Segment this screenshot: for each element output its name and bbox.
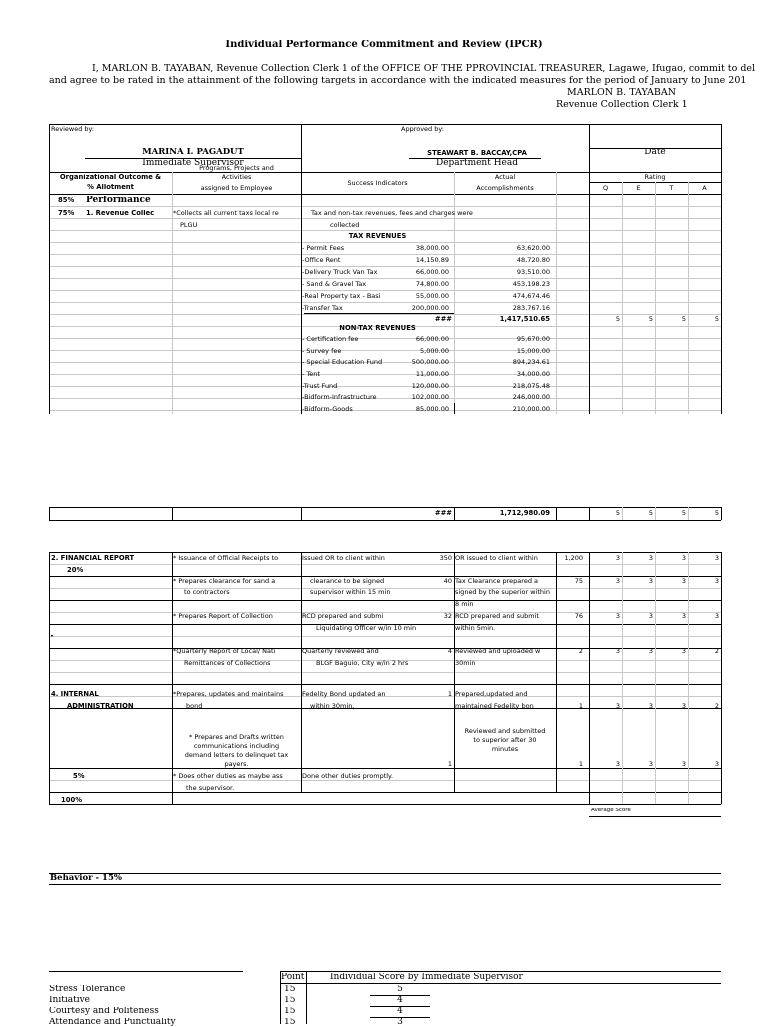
fin-accomplishment-num: 76 bbox=[574, 613, 583, 620]
tax-item-actual: 474,674.46 bbox=[512, 293, 550, 300]
tax-item-name: - Sand & Gravel Tax bbox=[302, 281, 367, 288]
int-r2-accomplishment: Reviewed and submitted bbox=[464, 728, 546, 735]
fin-activity: * Issuance of Official Receipts to bbox=[173, 555, 279, 562]
col-activities-header-b: Activities bbox=[221, 174, 252, 181]
fin-indicator-num: 350 bbox=[439, 555, 452, 562]
fin-t: 3 bbox=[681, 648, 686, 655]
fin-accomplishment-num: 2 bbox=[578, 648, 583, 655]
fin-indicator-num: 32 bbox=[443, 613, 452, 620]
approved-by-label: Approved by: bbox=[401, 126, 444, 133]
fin-activity-cont: to contractors bbox=[184, 589, 230, 596]
nontax-item-actual: 15,000.00 bbox=[516, 348, 550, 355]
col-actual-header-b: Accomplishments bbox=[476, 185, 534, 192]
tax-item-target: 200,000.00 bbox=[411, 305, 449, 312]
financial-report-label: 2. FINANCIAL REPORT bbox=[51, 555, 135, 562]
revenue-indicator-2: collected bbox=[330, 222, 360, 229]
nontax-item-actual: 218,075.48 bbox=[512, 383, 550, 390]
form-title: Individual Performance Commitment and Review (IPCR) bbox=[225, 40, 543, 50]
behavior-item-score: 4 bbox=[397, 1007, 403, 1016]
date-label: Date bbox=[644, 148, 666, 157]
total-pct: 100% bbox=[61, 797, 82, 804]
rating-t-header: T bbox=[669, 185, 674, 192]
nontax-item-target: 66,000.00 bbox=[415, 336, 449, 343]
behavior-item-name: Attendance and Punctuality bbox=[49, 1018, 176, 1027]
fin-e: 3 bbox=[648, 613, 653, 620]
int-r2-accomplishment: minutes bbox=[491, 746, 519, 753]
nontax-item-target: 102,000.00 bbox=[411, 394, 449, 401]
rating-header: Rating bbox=[644, 174, 666, 181]
behavior-item-points: 15 bbox=[284, 996, 296, 1005]
fin-indicator: Quarterly reviewed and bbox=[302, 648, 379, 655]
fin-accomplishment-num: 75 bbox=[574, 578, 583, 585]
tax-item-name: -Delivery Truck Van Tax bbox=[302, 269, 378, 276]
int-r2-t: 3 bbox=[681, 761, 686, 768]
fin-a: 3 bbox=[714, 555, 719, 562]
int-accomplishment-cont: maintained Fedelity bon bbox=[455, 703, 534, 710]
rating-e-header: E bbox=[636, 185, 641, 192]
nontax-item-target: 85,000.00 bbox=[415, 406, 449, 413]
nontax-item-name: - Certification fee bbox=[302, 336, 359, 343]
tax-item-name: -Real Property tax - Basi bbox=[302, 293, 381, 300]
points-header: Point bbox=[281, 973, 305, 982]
int-r3-activity: * Does other duties as maybe ass bbox=[173, 773, 283, 780]
tax-total-actual: 1,417,510.65 bbox=[499, 316, 550, 323]
behavior-label: Behavior - 15% bbox=[50, 874, 122, 883]
fin-accomplishment-num: 1,200 bbox=[564, 555, 583, 562]
tax-item-name: - Permit Fees bbox=[302, 245, 345, 252]
int-accomplishment: Prepared,updated and bbox=[455, 691, 528, 698]
fin-accomplishment-cont: within 5min. bbox=[455, 625, 496, 632]
tax-total-e: 5 bbox=[648, 316, 653, 323]
fin-t: 3 bbox=[681, 613, 686, 620]
performance-pct: 85% bbox=[58, 197, 75, 204]
col-actual-header-a: Actual bbox=[494, 174, 516, 181]
administration-label: ADMINISTRATION bbox=[67, 703, 134, 710]
nontax-item-actual: 210,000.00 bbox=[512, 406, 550, 413]
nontax-item-actual: 246,000.00 bbox=[512, 394, 550, 401]
fin-a: 3 bbox=[714, 613, 719, 620]
fin-accomplishment-cont: 8 min bbox=[455, 601, 474, 608]
col-outcome-header-b: % Allotment bbox=[87, 184, 134, 191]
tax-item-target: 66,000.00 bbox=[415, 269, 449, 276]
fin-accomplishment: RCD prepared and submit bbox=[455, 613, 539, 620]
fin-t: 3 bbox=[681, 578, 686, 585]
int-indicator-num: 1 bbox=[447, 691, 452, 698]
rating-a-header: A bbox=[702, 185, 707, 192]
tax-item-actual: 48,720.80 bbox=[516, 257, 550, 264]
int-e: 3 bbox=[648, 703, 653, 710]
revenue-activity-2: PLGU bbox=[180, 222, 198, 229]
signer-position: Revenue Collection Clerk 1 bbox=[556, 100, 688, 110]
tax-item-target: 14,150.89 bbox=[415, 257, 449, 264]
fin-indicator-cont: supervisor within 15 min bbox=[310, 589, 391, 596]
approver-name: STEAWART B. BACCAY,CPA bbox=[427, 150, 527, 157]
fin-q: 3 bbox=[615, 578, 620, 585]
tax-item-target: 74,800.00 bbox=[415, 281, 449, 288]
int-activity: *Prepares, updates and maintains bbox=[173, 691, 284, 698]
int-a: 2 bbox=[714, 703, 719, 710]
tax-total-a: 5 bbox=[714, 316, 719, 323]
performance-label: Performance bbox=[86, 196, 151, 205]
tax-total-t: 5 bbox=[681, 316, 686, 323]
nontax-item-name: - Special Education Fund bbox=[302, 359, 383, 366]
fin-t: 3 bbox=[681, 555, 686, 562]
tax-item-name: -Office Rent bbox=[302, 257, 341, 264]
reviewer-name: MARINA I. PAGADUT bbox=[142, 148, 244, 157]
internal-pct: 5% bbox=[73, 773, 85, 780]
tax-total-q: 5 bbox=[615, 316, 620, 323]
int-r2-indicator-num: 1 bbox=[447, 761, 452, 768]
bullet-mark: • bbox=[50, 633, 54, 640]
tax-item-actual: 63,620.00 bbox=[516, 245, 550, 252]
fin-indicator: RCD prepared and submi bbox=[302, 613, 384, 620]
grand-total-actual: 1,712,980.09 bbox=[499, 510, 550, 517]
fin-activity-cont: Remittances of Collections bbox=[184, 660, 271, 667]
int-r3-indicator: Done other duties promptly. bbox=[302, 773, 394, 780]
col-activities-header-c: assigned to Employee bbox=[200, 185, 273, 192]
tax-item-actual: 453,198.23 bbox=[512, 281, 550, 288]
int-r2-a: 3 bbox=[714, 761, 719, 768]
nontax-item-target: 500,000.00 bbox=[411, 359, 449, 366]
intro-line-2: and agree to be rated in the attainment of the following targets in accordance with the indicated measures for the period of January to June 201 bbox=[49, 76, 747, 86]
nontax-item-actual: 95,670.00 bbox=[516, 336, 550, 343]
int-indicator: Fedelity Bond updated an bbox=[302, 691, 386, 698]
nontax-item-name: -Bidform-Goods bbox=[302, 406, 353, 413]
int-r3-activity-cont: the supervisor. bbox=[186, 785, 235, 792]
tax-item-name: -Transfer Tax bbox=[302, 305, 343, 312]
int-r2-accomplishment: to superior after 30 bbox=[473, 737, 537, 744]
fin-indicator-num: 40 bbox=[443, 578, 452, 585]
fin-accomplishment: Reviewed and uploaded w bbox=[455, 648, 541, 655]
col-indicators-header: Success Indicators bbox=[347, 180, 408, 187]
grand-total-e: 5 bbox=[648, 510, 653, 517]
fin-activity: *Quarterly Report of Local/ Nati bbox=[173, 648, 276, 655]
behavior-item-score: 4 bbox=[397, 996, 403, 1005]
tax-item-actual: 93,510.00 bbox=[516, 269, 550, 276]
financial-pct: 20% bbox=[67, 567, 84, 574]
intro-line-1: I, MARLON B. TAYABAN, Revenue Collection Clerk 1 of the OFFICE OF THE PPROVINCIAL TREASURER, Lagawe, Ifugao, commit to del bbox=[92, 64, 756, 74]
int-r2-activity: demand letters to delinquet tax bbox=[184, 752, 289, 759]
grand-total-t: 5 bbox=[681, 510, 686, 517]
int-r2-accomplishment-num: 1 bbox=[578, 761, 583, 768]
rating-q-header: Q bbox=[602, 185, 609, 192]
behavior-item-score: 3 bbox=[397, 1018, 403, 1027]
behavior-item-name: Initiative bbox=[49, 996, 90, 1005]
approver-role: Department Head bbox=[435, 159, 519, 168]
tax-total-target: ### bbox=[434, 316, 452, 323]
revenue-indicator-1: Tax and non-tax revenues, fees and charges were bbox=[311, 210, 473, 217]
fin-q: 3 bbox=[615, 613, 620, 620]
nontax-item-actual: 894,234.61 bbox=[512, 359, 550, 366]
int-indicator-cont: within 30min. bbox=[310, 703, 355, 710]
fin-indicator: Issued OR to client within bbox=[302, 555, 385, 562]
tax-item-target: 38,000.00 bbox=[415, 245, 449, 252]
fin-a: 3 bbox=[714, 578, 719, 585]
behavior-item-score: 5 bbox=[397, 985, 403, 994]
fin-e: 3 bbox=[648, 578, 653, 585]
fin-e: 3 bbox=[648, 648, 653, 655]
signer-name: MARLON B. TAYABAN bbox=[567, 88, 677, 98]
int-accomplishment-num: 1 bbox=[578, 703, 583, 710]
behavior-item-name: Stress Tolerance bbox=[49, 985, 126, 994]
revenue-activity-1: *Collects all current taxs local re bbox=[173, 210, 279, 217]
nontax-item-name: - Survey fee bbox=[302, 348, 342, 355]
grand-total-q: 5 bbox=[615, 510, 620, 517]
fin-indicator-cont: Liquidating Officer w/in 10 min bbox=[316, 625, 417, 632]
fin-q: 3 bbox=[615, 555, 620, 562]
fin-accomplishment: Tax Clearance prepared a bbox=[455, 578, 538, 585]
revenue-pct: 75% bbox=[58, 210, 75, 217]
behavior-item-points: 15 bbox=[284, 1018, 296, 1027]
fin-indicator-cont: BLGF Baguio, City w/in 2 hrs bbox=[316, 660, 409, 667]
int-r2-q: 3 bbox=[615, 761, 620, 768]
int-activity-cont: bond bbox=[186, 703, 203, 710]
col-outcome-header-a: Organizational Outcome & bbox=[59, 174, 162, 181]
nontax-item-name: -Trust Fund bbox=[302, 383, 338, 390]
int-t: 3 bbox=[681, 703, 686, 710]
fin-indicator: clearance to be signed bbox=[310, 578, 385, 585]
fin-activity: * Prepares clearance for sand a bbox=[173, 578, 276, 585]
int-r2-activity: * Prepares and Drafts written bbox=[189, 734, 284, 741]
reviewed-by-label: Reviewed by: bbox=[51, 126, 95, 133]
fin-accomplishment: OR issued to client within bbox=[455, 555, 538, 562]
fin-q: 3 bbox=[615, 648, 620, 655]
tax-item-actual: 283,767.16 bbox=[512, 305, 550, 312]
int-r2-activity: payers. bbox=[224, 761, 249, 768]
score-header: Individual Score by Immediate Supervisor bbox=[330, 973, 523, 982]
behavior-item-name: Courtesy and Politeness bbox=[49, 1007, 159, 1016]
nontax-item-target: 120,000.00 bbox=[411, 383, 449, 390]
fin-activity: * Prepares Report of Collection bbox=[173, 613, 273, 620]
internal-label: 4. INTERNAL bbox=[51, 691, 99, 698]
fin-indicator-num: 4 bbox=[447, 648, 452, 655]
fin-a: 2 bbox=[714, 648, 719, 655]
reviewer-role: Immediate Supervisor bbox=[142, 159, 244, 168]
int-r2-activity: communications including bbox=[193, 743, 280, 750]
grand-total-target: ### bbox=[434, 510, 452, 517]
fin-accomplishment-cont: signed by the superior within bbox=[455, 589, 550, 596]
nontax-item-name: -Bidform-Infrastructure bbox=[302, 394, 377, 401]
grand-total-a: 5 bbox=[714, 510, 719, 517]
nontax-item-name: - Tent bbox=[302, 371, 320, 378]
nontax-item-target: 5,000.00 bbox=[420, 348, 449, 355]
behavior-item-points: 15 bbox=[284, 1007, 296, 1016]
fin-e: 3 bbox=[648, 555, 653, 562]
col-activities-header-a: Programs, Projects and bbox=[199, 165, 274, 172]
nontax-item-actual: 34,000.00 bbox=[516, 371, 550, 378]
int-r2-e: 3 bbox=[648, 761, 653, 768]
average-score-label: Average Score bbox=[591, 808, 631, 813]
int-q: 3 bbox=[615, 703, 620, 710]
tax-item-target: 55,000.00 bbox=[415, 293, 449, 300]
tax-revenues-header: TAX REVENUES bbox=[348, 233, 407, 240]
nontax-revenues-header: NON-TAX REVENUES bbox=[339, 325, 416, 332]
behavior-item-points: 15 bbox=[284, 985, 296, 994]
fin-accomplishment-cont: 30min bbox=[455, 660, 476, 667]
revenue-label: 1. Revenue Collec bbox=[86, 210, 155, 217]
nontax-item-target: 11,000.00 bbox=[415, 371, 449, 378]
